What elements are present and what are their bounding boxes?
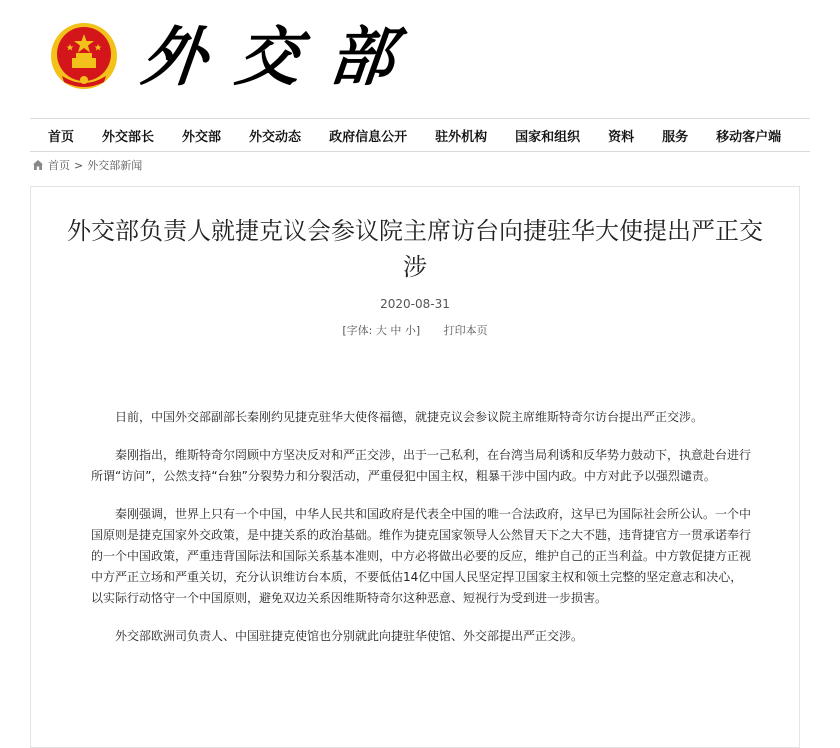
article-paragraph: 秦刚指出，维斯特奇尔罔顾中方坚决反对和严正交涉，出于一己私利，在台湾当局利诱和反华势力鼓动下，执意赴台进行所谓“访问”，公然支持“台独”分裂势力和分裂活动，严重侵犯中国主权，粗暴干涉中国内政。中方对此予以强烈谴责。	[91, 448, 752, 483]
breadcrumb-home[interactable]: 首页	[48, 159, 70, 172]
nav-item-mobile[interactable]: 移动客户端	[716, 129, 782, 145]
nav-item-resources[interactable]: 资料	[608, 129, 635, 145]
nav-item-countries[interactable]: 国家和组织	[515, 129, 581, 145]
main-nav	[30, 118, 810, 152]
article-tools	[31, 322, 799, 338]
article-paragraph: 秦刚强调，世界上只有一个中国，中华人民共和国政府是代表全中国的唯一合法政府，这早已为国际社会所公认。一个中国原则是捷克国家外交政策，是中捷关系的政治基础。维作为捷克国家领导人公然冒天下之大不韪，违背捷官方一贯承诺奉行的一个中国政策，严重违背国际法和国际关系基本准则，中方必将做出必要的反应，维护自己的正当利益。中方敦促捷方正视中方严正立场和严重关切，充分认识维访台本质，不要低估14亿中国人民坚定捍卫国家主权和领土完整的坚定意志和决心，以实际行动恪守一个中国原则，避免双边关系因维斯特奇尔这种恶意、短视行为受到进一步损害。	[91, 507, 752, 605]
nav-item-missions[interactable]: 驻外机构	[435, 129, 488, 145]
article-title: 外交部负责人就捷克议会参议院主席访台向捷驻华大使提出严正交涉	[67, 217, 763, 281]
site-header	[0, 0, 840, 118]
font-size-suffix: ]	[415, 324, 421, 337]
nav-item-gov-info[interactable]: 政府信息公开	[329, 129, 408, 145]
breadcrumb	[32, 156, 142, 174]
breadcrumb-separator: >	[74, 158, 84, 172]
font-size-medium[interactable]: 中	[390, 324, 402, 337]
print-page-link[interactable]: 打印本页	[443, 324, 488, 337]
article-date: 2020-08-31	[380, 297, 450, 311]
nav-item-services[interactable]: 服务	[662, 129, 689, 145]
article-paragraph: 日前，中国外交部副部长秦刚约见捷克驻华大使佟福德，就捷克议会参议院主席维斯特奇尔访台提出严正交涉。	[115, 410, 704, 424]
font-size-large[interactable]: 大	[375, 324, 387, 337]
article-paragraph: 外交部欧洲司负责人、中国驻捷克使馆也分别就此向捷驻华使馆、外交部提出严正交涉。	[115, 629, 584, 643]
home-icon	[32, 159, 44, 171]
font-size-prefix: [字体:	[342, 324, 376, 337]
nav-item-home[interactable]: 首页	[48, 129, 75, 145]
nav-item-ministry[interactable]: 外交部	[182, 129, 222, 145]
article-body	[91, 407, 751, 664]
breadcrumb-section[interactable]: 外交部新闻	[87, 159, 143, 172]
nav-item-news[interactable]: 外交动态	[249, 129, 302, 145]
font-size-small[interactable]: 小	[404, 324, 416, 337]
site-logo-calligraphy[interactable]: 外交部	[138, 20, 428, 95]
national-emblem-icon[interactable]	[48, 20, 120, 92]
nav-item-minister[interactable]: 外交部长	[102, 129, 155, 145]
article-container	[30, 186, 800, 748]
